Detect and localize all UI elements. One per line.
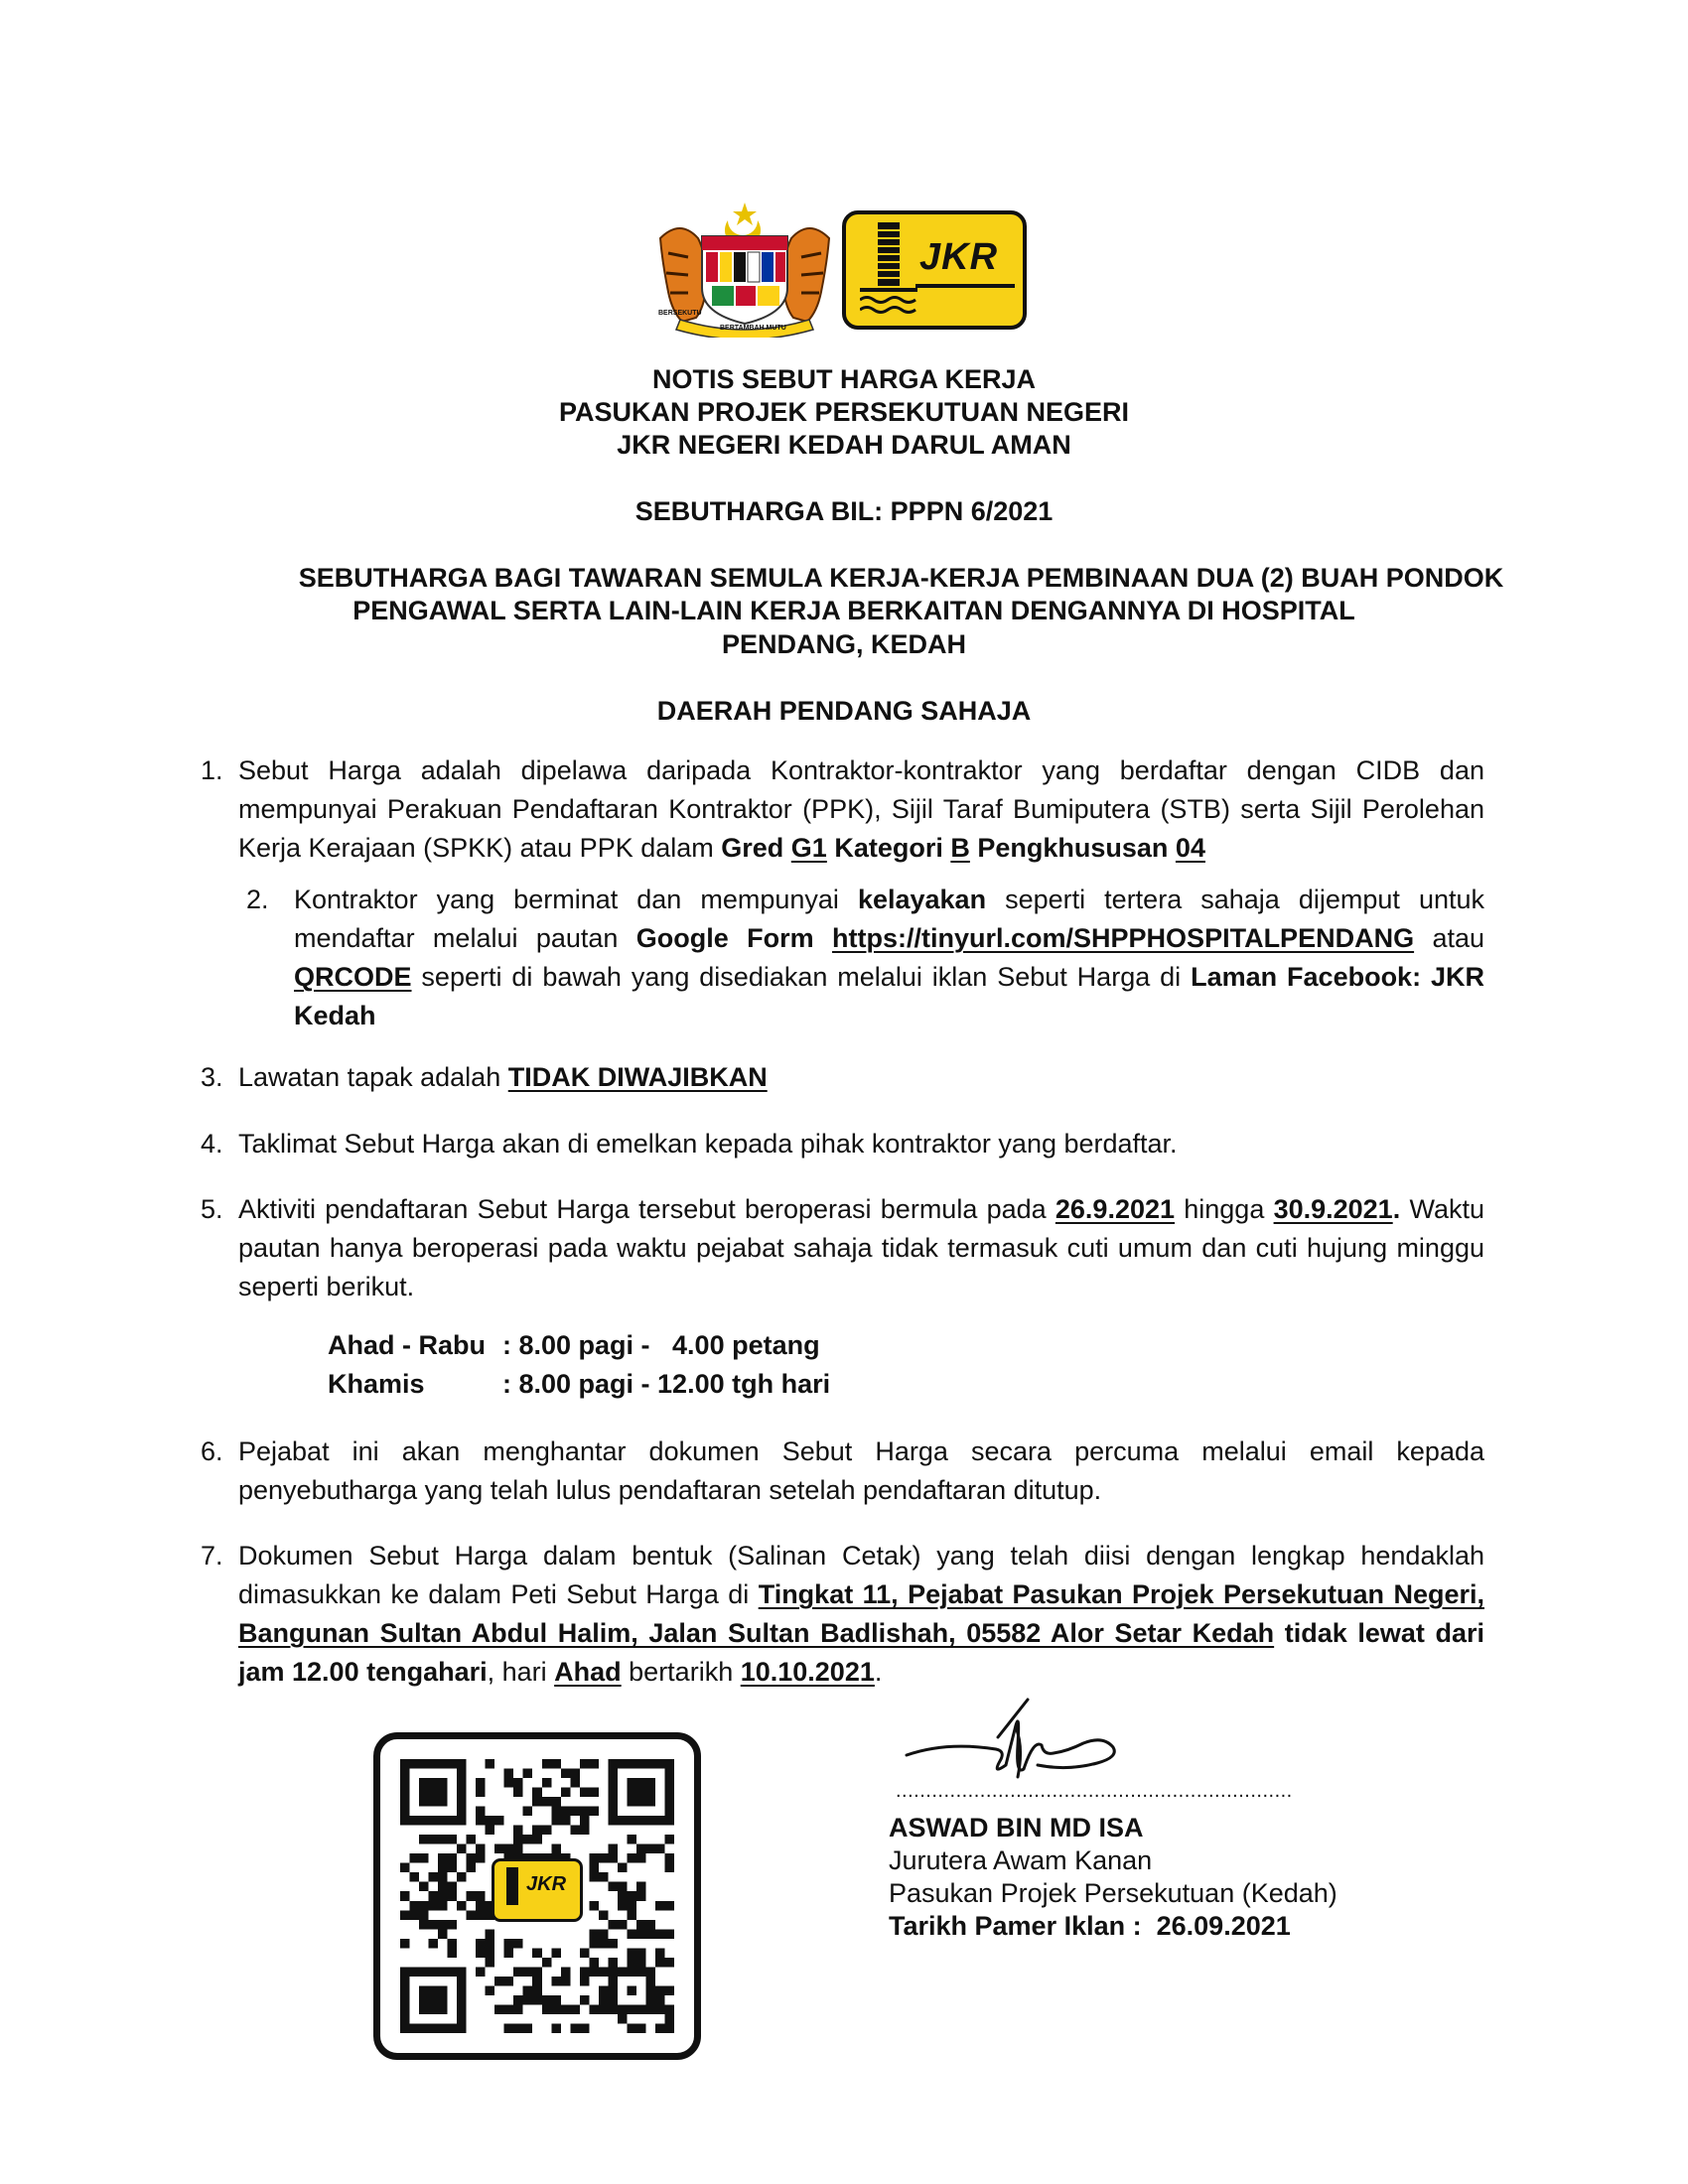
item-3-text: Lawatan tapak adalah TIDAK DIWAJIBKAN [238, 1062, 768, 1092]
pengkhususan-value: 04 [1175, 833, 1205, 863]
scope-line: DAERAH PENDANG SAHAJA [656, 696, 1032, 726]
qrcode-label: QRCODE [294, 962, 412, 992]
crest-motto-right: BERTAMBAH MUTU [720, 325, 786, 332]
header-line-3: JKR NEGERI KEDAH DARUL AMAN [617, 430, 1071, 460]
kategori-value: B [950, 833, 970, 863]
signatory-office: Pasukan Projek Persekutuan (Kedah) [889, 1878, 1337, 1908]
item-4-number: 4. [201, 1129, 223, 1159]
item-5-text: Aktiviti pendaftaran Sebut Harga tersebut beroperasi bermula pada 26.9.2021 hingga 30.9.2021. Waktu pautan hanya beroperasi pada waktu pejabat sahaja tidak termasuk cuti umum dan cuti hujung minggu seperti berikut. [238, 1194, 1484, 1301]
item-7-text: Dokumen Sebut Harga dalam bentuk (Salinan Cetak) yang telah diisi dengan lengkap hendaklah dimasukkan ke dalam Peti Sebut Harga di Tingkat 11, Pejabat Pasukan Projek Persekutuan Negeri, Bangunan Sultan Abdul Halim, Jalan Sultan Badlishah, 05582 Alor Setar Kedah tidak lewat dari jam 12.00 tengahari, hari Ahad bertarikh 10.10.2021. [238, 1541, 1484, 1687]
google-form-link[interactable]: https://tinyurl.com/SHPPHOSPITALPENDANG [832, 923, 1415, 953]
qr-jkr-logo [492, 1858, 583, 1922]
signatory-title: Jurutera Awam Kanan [889, 1845, 1153, 1875]
item-6-number: 6. [201, 1436, 223, 1466]
item-5-number: 5. [201, 1194, 223, 1224]
schedule-row-1-day: Ahad - Rabu [328, 1330, 486, 1360]
jkr-logo-text: JKR [919, 236, 999, 278]
signature-dots: .................................................................. [896, 1780, 1293, 1802]
title-line-3: PENDANG, KEDAH [721, 629, 967, 659]
item-1-text: Sebut Harga adalah dipelawa daripada Kontraktor-kontraktor yang berdaftar dengan CIDB dan mempunyai Perakuan Pendaftaran Kontraktor (PPK), Sijil Taraf Bumiputera (STB) serta Sijil Perolehan Kerja Kerajaan (SPKK) atau PPK dalam Gred G1 Kategori B Pengkhususan 04 [238, 755, 1484, 863]
malaysia-coat-of-arms-logo [650, 199, 839, 338]
title-line-2: PENGAWAL SERTA LAIN-LAIN KERJA BERKAITAN DENGANNYA DI HOSPITAL [352, 596, 1355, 625]
item-2-text: Kontraktor yang berminat dan mempunyai kelayakan seperti tertera sahaja dijemput untuk mendaftar melalui pautan Google Form https://tinyurl.com/SHPPHOSPITALPENDANG atau QRCODE seperti di bawah yang disediakan melalui iklan Sebut Harga di Laman Facebook: JKR Kedah [294, 885, 1485, 1030]
publish-date: Tarikh Pamer Iklan : 26.09.2021 [889, 1911, 1291, 1941]
submission-address: Tingkat 11, Pejabat Pasukan Projek Persekutuan Negeri, Bangunan Sultan Abdul Halim, Jalan Sultan Badlishah, 05582 Alor Setar Kedah [238, 1579, 1484, 1648]
header-line-1: NOTIS SEBUT HARGA KERJA [651, 364, 1037, 394]
registration-start-date: 26.9.2021 [1055, 1194, 1176, 1224]
registration-end-date: 30.9.2021 [1273, 1194, 1393, 1224]
building-icon [860, 222, 919, 322]
header-line-2: PASUKAN PROJEK PERSEKUTUAN NEGERI [558, 397, 1130, 427]
schedule-row-2-day: Khamis [328, 1369, 425, 1399]
item-4-text: Taklimat Sebut Harga akan di emelkan kepada pihak kontraktor yang berdaftar. [238, 1129, 1178, 1159]
schedule-row-2-time: : 8.00 pagi - 12.00 tgh hari [502, 1369, 831, 1399]
jkr-logo [842, 210, 1027, 330]
schedule-row-1-time: : 8.00 pagi - 4.00 petang [502, 1330, 820, 1360]
item-6-text: Pejabat ini akan menghantar dokumen Sebut Harga secara percuma melalui email kepada penyebutharga yang telah lulus pendaftaran setelah pendaftaran ditutup. [238, 1436, 1484, 1505]
item-2-number: 2. [246, 885, 269, 914]
qr-code[interactable] [373, 1732, 701, 2060]
reference-number: SEBUTHARGA BIL: PPPN 6/2021 [634, 496, 1054, 526]
item-7-number: 7. [201, 1541, 223, 1570]
signatory-name: ASWAD BIN MD ISA [889, 1813, 1144, 1843]
submission-date: 10.10.2021 [740, 1657, 875, 1687]
crest-motto-left: BERSEKUTU [658, 310, 702, 317]
gred-value: G1 [790, 833, 827, 863]
title-line-1: SEBUTHARGA BAGI TAWARAN SEMULA KERJA-KERJA PEMBINAAN DUA (2) BUAH PONDOK [298, 563, 1504, 593]
item-1-number: 1. [201, 755, 223, 785]
item-3-number: 3. [201, 1062, 223, 1092]
qr-jkr-logo-text: JKR [526, 1873, 567, 1895]
